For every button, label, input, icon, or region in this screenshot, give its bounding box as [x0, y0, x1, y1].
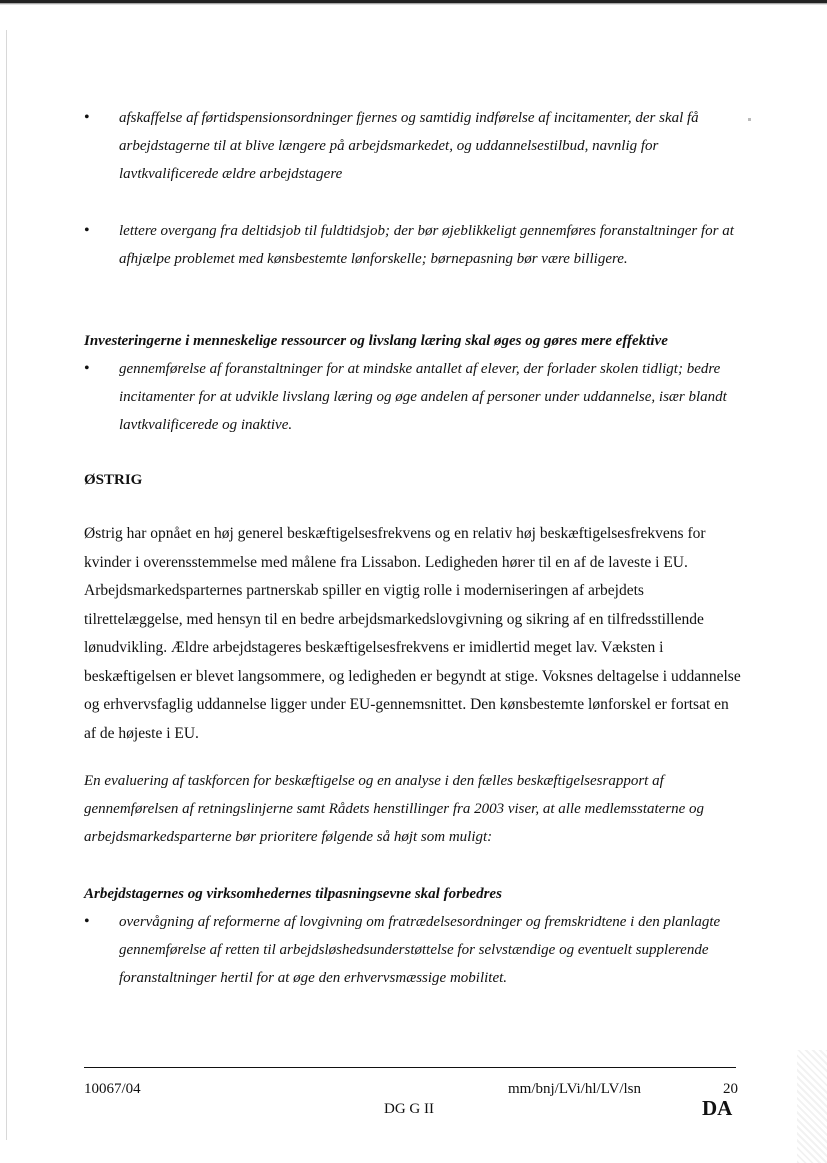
paragraph-text: Østrig har opnået en høj generel beskæftigelsesfrekvens og en relativ høj beskæftigelsesfrekvens for kvinder i overensstemmelse med målene fra Lissabon. Ledigheden hører til en af de laveste i EU. Arbejdsmarkedsparternes partnerskab spiller en vigtig rolle i moderniseringen af arbejdets tilrettelæggelse, med hensyn til en bedre arbejdsmarkedslovgivning og sikring af en tilfredsstillende lønudvikling. Ældre arbejdstageres beskæftigelsesfrekvens er imidlertid meget lav. Væksten i beskæftigelsen er blevet langsommere, og ledigheden er begyndt at stige. Voksnes deltagelse i uddannelse og erhvervsfaglig uddannelse ligger under EU-gennemsnittet. Den kønsbestemte lønforskel er fortsat en af de højeste i EU. — [84, 525, 741, 742]
footer-dg: DG G II — [384, 1101, 434, 1117]
footer-language: DA — [702, 1096, 733, 1120]
section-adaptability — [84, 880, 744, 992]
bullet-icon: • — [84, 222, 90, 239]
section-heading: Arbejdstagernes og virksomhedernes tilpasningsevne skal forbedres — [84, 886, 502, 902]
evaluation-text: En evaluering af taskforcen for beskæftigelse og en analyse i den fælles beskæftigelsesrapport af gennemførelsen af retningslinjerne samt Rådets henstillinger fra 2003 viser, at alle medlemsstaterne og arbejdsmarkedsparterne bør prioritere følgende så højt som muligt: — [84, 773, 705, 845]
footer-doc-number: 10067/04 — [84, 1081, 141, 1097]
list-item — [84, 104, 744, 188]
section-heading: Investeringerne i menneskelige ressourcer og livslang læring skal øges og gøres mere effektive — [84, 333, 668, 349]
footer-reference: mm/bnj/LVi/hl/LV/lsn — [508, 1081, 642, 1097]
list-item — [84, 908, 744, 992]
scan-left-edge — [6, 30, 7, 1140]
bullet-icon: • — [84, 109, 90, 126]
footer-page-number: 20 — [723, 1081, 738, 1097]
list-item-text: gennemførelse af foranstaltninger for at mindske antallet af elever, der forlader skolen tidligt; bedre incitamenter for at udvikle livslang læring og øge andelen af personer under uddannelse, især blandt lavtkvalificerede og inaktive. — [119, 361, 727, 433]
country-section — [84, 468, 744, 492]
scan-speck — [748, 118, 751, 121]
bullet-icon: • — [84, 360, 90, 377]
country-heading: ØSTRIG — [84, 472, 143, 488]
bullet-list-top — [84, 104, 744, 273]
scan-top-border — [0, 0, 827, 5]
country-paragraph — [84, 520, 744, 748]
list-item — [84, 355, 744, 439]
bullet-icon: • — [84, 913, 90, 930]
list-item-text: lettere overgang fra deltidsjob til fuldtidsjob; der bør øjeblikkeligt gennemføres foranstaltninger for at afhjælpe problemet med kønsbestemte lønforskelle; børnepasning bør være billigere. — [119, 223, 734, 267]
evaluation-paragraph — [84, 767, 734, 851]
scan-right-noise — [797, 1050, 827, 1163]
list-item-text: afskaffelse af førtidspensionsordninger fjernes og samtidig indførelse af incitamenter, der skal få arbejdstagerne til at blive længere på arbejdsmarkedet, og uddannelsestilbud, navnlig for lavtkvalificerede ældre arbejdstagere — [119, 110, 699, 182]
list-item — [84, 217, 744, 273]
section-human-resources — [84, 327, 744, 439]
list-item-text: overvågning af reformerne af lovgivning om fratrædelsesordninger og fremskridtene i den planlagte gennemførelse af retten til arbejdsløshedsunderstøttelse for selvstændige og eventuelt supplerende foranstaltninger hertil for at øge den erhvervsmæssige mobilitet. — [119, 914, 721, 986]
footer-rule — [84, 1067, 736, 1068]
